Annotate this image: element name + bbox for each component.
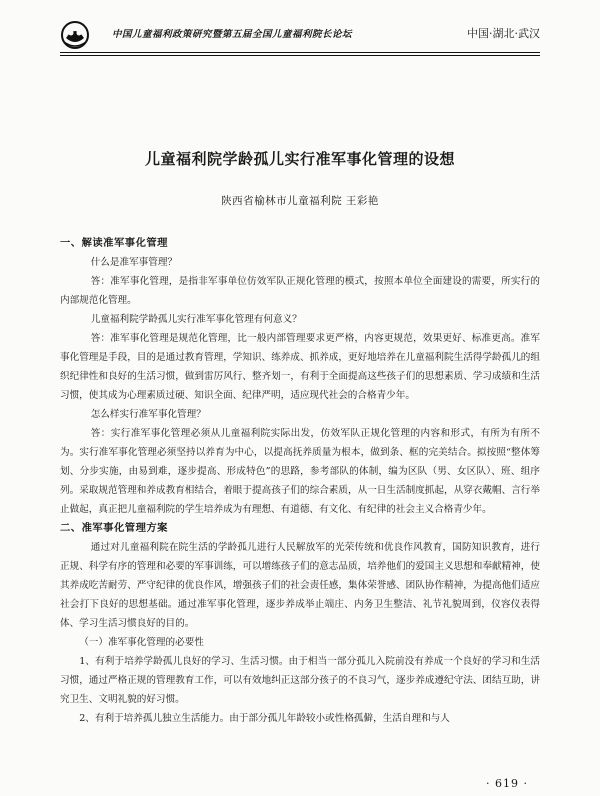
page-number: · 619 · xyxy=(486,777,528,790)
article-body xyxy=(60,234,540,728)
section-heading: 一、解读准军事化管理 xyxy=(60,237,168,249)
header-location: 中国·湖北·武汉 xyxy=(467,27,540,40)
paragraph: 答：准军事化管理是规范化管理，比一般内部管理要求更严格，内容更规范，效果更好、标准更高。准军事化管理是手段，目的是通过教育管理，学知识、练养成、抓养成，更好地培养在儿童福利院生活得学龄孤儿的组织纪律性和良好的生活习惯，做到雷厉风行、整齐划一，有利于全面提高这些孩子们的思想素质、学习成绩和生活习惯，使其成为心理素质过硬、知识全面、纪律严明，适应现代社会的合格青少年。 xyxy=(60,333,540,401)
header-divider-thin xyxy=(60,55,540,56)
paragraph: 答：准军事化管理，是指非军事单位仿效军队正规化管理的模式，按照本单位全面建设的需要，所实行的内部规范化管理。 xyxy=(60,276,540,306)
section-heading: 二、准军事化管理方案 xyxy=(60,522,168,534)
paragraph: 通过对儿童福利院在院生活的学龄孤儿进行人民解放军的光荣传统和优良作风教育，国防知识教育，进行正规、科学有序的管理和必要的军事训练，可以增练孩子们的意志品质，培养他们的爱国主义思想和奉献精神，使其养成吃苦耐劳、严守纪律的优良作风，增强孩子们的社会责任感，集体荣誉感、团队协作精神，为提高他们适应社会打下良好的思想基础。通过准军事化管理，逐步养成举止端庄、内务卫生整洁、礼节礼貌周到，仪容仪表得体、学习生活习惯良好的目的。 xyxy=(60,542,540,629)
header-divider xyxy=(60,52,540,53)
page-header xyxy=(60,20,540,50)
paragraph: 答：实行准军事化管理必须从儿童福利院实际出发，仿效军队正规化管理的内容和形式，有所为有所不为。实行准军事化管理必须坚持以养育为中心，以提高抚养质量为根本，做到条、框的完美结合。拟按照“整体筹划、分步实施，由易到难，逐步提高、形成特色”的思路，参考部队的体制，编为区队（男、女区队）、班、组序列。采取规范管理和养成教育相结合，着眼于提高孩子们的综合素质，从一日生活制度抓起，从穿衣戴帽、言行举止做起，真正把儿童福利院的学生培养成为有理想、有道德、有文化、有纪律的社会主义合格青少年。 xyxy=(60,428,540,515)
author-line: 陕西省榆林市儿童福利院 王彩艳 xyxy=(221,195,379,207)
paragraph: 儿童福利院学龄孤儿实行准军事化管理有何意义？ xyxy=(90,314,302,325)
paragraph: 2、有利于培养孤儿独立生活能力。由于部分孤儿年龄较小或性格孤僻，生活自理和与人 xyxy=(79,713,450,724)
paragraph: 什么是准军事管理？ xyxy=(90,257,178,268)
paragraph: （一）准军事化管理的必要性 xyxy=(79,637,204,648)
paragraph: 1、有利于培养学龄孤儿良好的学习、生活习惯。由于相当一部分孤儿入院前没有养成一个良好的学习和生活习惯，通过严格正规的管理教育工作，可以有效地纠正这部分孩子的不良习气，逐步养成遵纪守法、团结互助，讲究卫生、文明礼貌的好习惯。 xyxy=(60,656,540,705)
association-logo-icon xyxy=(60,20,90,50)
article-title: 儿童福利院学龄孤儿实行准军事化管理的设想 xyxy=(144,150,455,168)
journal-title: 中国儿童福利政策研究暨第五届全国儿童福利院长论坛 xyxy=(112,29,353,40)
paragraph: 怎么样实行准军事化管理？ xyxy=(90,409,206,420)
